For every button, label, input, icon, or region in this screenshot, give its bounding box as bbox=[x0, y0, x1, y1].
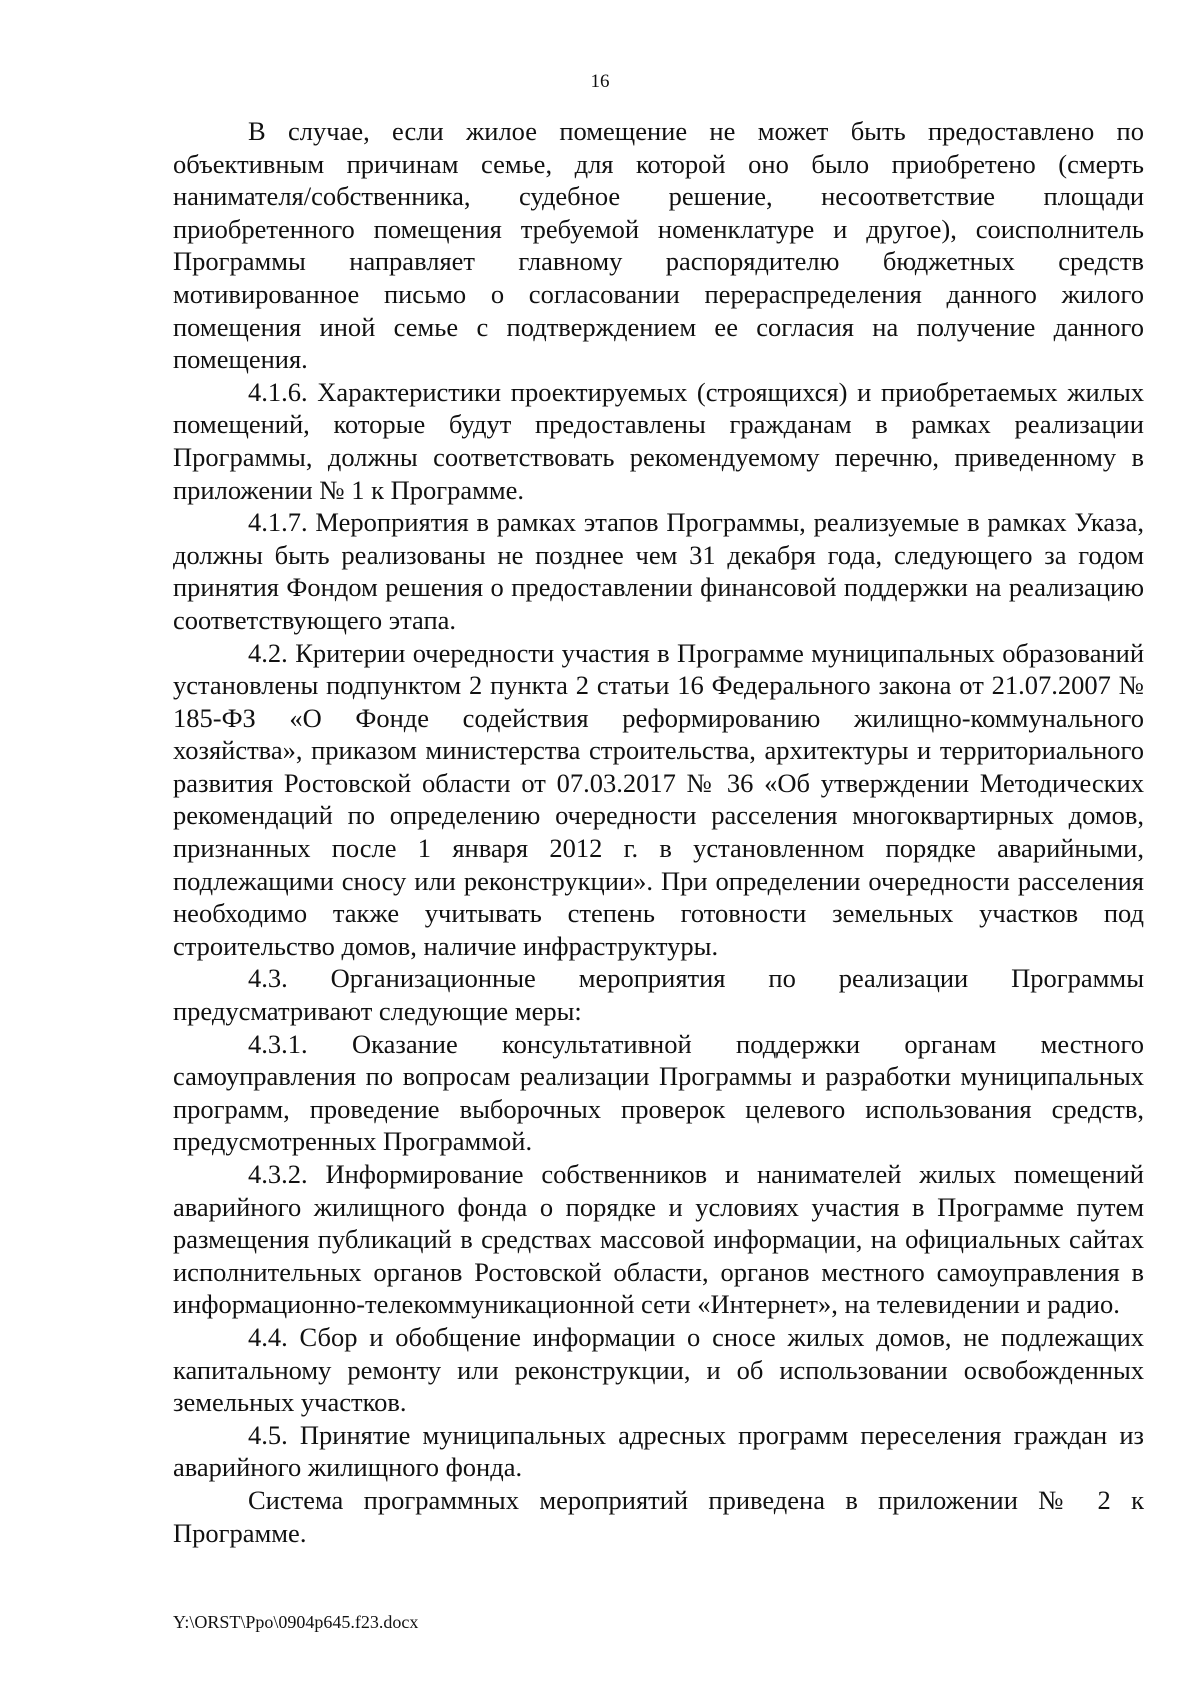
paragraph-4-3-1: 4.3.1. Оказание консультативной поддержки органам местного самоуправления по вопросам реализации Программы и разработки муниципальных программ, проведение выборочных проверок целевого использования средств, предусмотренных Программой. bbox=[173, 1028, 1144, 1157]
paragraph-4-3: 4.3. Организационные мероприятия по реализации Программы предусматривают следующие меры: bbox=[173, 963, 1144, 1027]
paragraph-4-1-6: 4.1.6. Характеристики проектируемых (строящихся) и приобретаемых жилых помещений, которые будут предоставлены гражданам в рамках реализации Программы, должны соответствовать рекомендуемому перечню, приведенному в приложении № 1 к Программе. bbox=[173, 376, 1144, 505]
paragraph-reallocation: В случае, если жилое помещение не может быть предоставлено по объективным причинам семье, для которой оно было приобретено (смерть нанимателя/собственника, судебное решение, несоответствие площади приобретенного помещения требуемой номенклатуре и другое), соисполнитель Программы направляет главному распорядителю бюджетных средств мотивированное письмо о согласовании перераспределения данного жилого помещения иной семье с подтверждением ее согласия на получение данного помещения. bbox=[173, 116, 1144, 375]
document-body bbox=[173, 115, 1144, 1549]
page-number: 16 bbox=[590, 71, 610, 92]
footer-file-path: Y:\ORST\Ppo\0904p645.f23.docx bbox=[173, 1612, 419, 1632]
paragraph-4-3-2: 4.3.2. Информирование собственников и нанимателей жилых помещений аварийного жилищного фонда о порядке и условиях участия в Программе путем размещения публикаций в средствах массовой информации, на официальных сайтах исполнительных органов Ростовской области, органов местного самоуправления в информационно-телекоммуникационной сети «Интернет», на телевидении и радио. bbox=[173, 1159, 1144, 1320]
paragraph-4-2: 4.2. Критерии очередности участия в Программе муниципальных образований установлены подпунктом 2 пункта 2 статьи 16 Федерального закона от 21.07.2007 № 185-ФЗ «О Фонде содействия реформированию жилищно-коммунального хозяйства», приказом министерства строительства, архитектуры и территориального развития Ростовской области от 07.03.2017 № 36 «Об утверждении Методических рекомендаций по определению очередности расселения многоквартирных домов, признанных после 1 января 2012 г. в установленном порядке аварийными, подлежащими сносу или реконструкции». При определении очередности расселения необходимо также учитывать степень готовности земельных участков под строительство домов, наличие инфраструктуры. bbox=[173, 637, 1144, 961]
paragraph-4-1-7: 4.1.7. Мероприятия в рамках этапов Программы, реализуемые в рамках Указа, должны быть реализованы не позднее чем 31 декабря года, следующего за годом принятия Фондом решения о предоставлении финансовой поддержки на реализацию соответствующего этапа. bbox=[173, 507, 1144, 635]
paragraph-4-5: 4.5. Принятие муниципальных адресных программ переселения граждан из аварийного жилищного фонда. bbox=[173, 1419, 1144, 1483]
paragraph-4-4: 4.4. Сбор и обобщение информации о сносе жилых домов, не подлежащих капитальному ремонту или реконструкции, и об использовании освобожденных земельных участков. bbox=[173, 1321, 1144, 1418]
paragraph-system: Система программных мероприятий приведена в приложении № 2 к Программе. bbox=[173, 1484, 1144, 1548]
